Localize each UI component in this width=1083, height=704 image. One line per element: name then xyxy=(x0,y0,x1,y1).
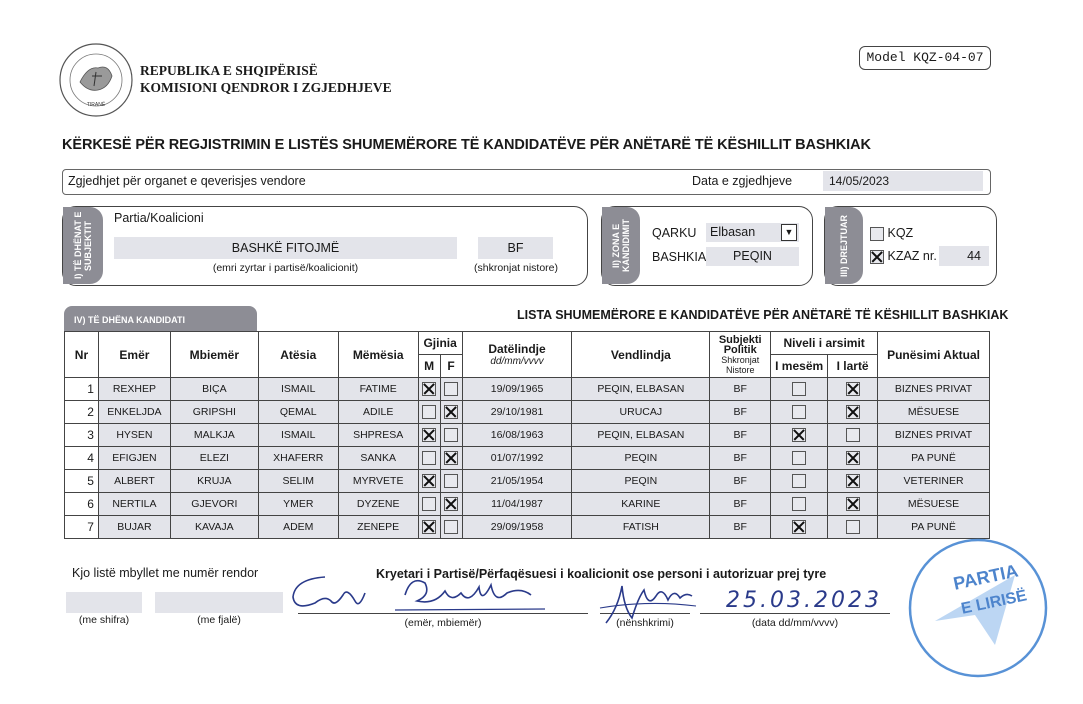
cell-vendlindja[interactable]: PEQIN xyxy=(572,470,710,493)
date-caption: (data dd/mm/vvvv) xyxy=(751,617,839,629)
cell-subjekti[interactable]: BF xyxy=(710,470,771,493)
party-abbr-field[interactable]: BF xyxy=(478,237,553,259)
cell-edu-mesem[interactable] xyxy=(771,493,828,516)
cell-datelindje[interactable]: 29/10/1981 xyxy=(462,401,572,424)
col-subjekti-label: Subjekti Politik xyxy=(718,333,762,356)
cell-atesia[interactable]: SELIM xyxy=(258,470,338,493)
col-niveli: Niveli i arsimit xyxy=(771,332,878,355)
qarku-value: Elbasan xyxy=(710,225,756,239)
party-stamp xyxy=(905,535,1051,681)
row-nr[interactable]: 2 xyxy=(65,401,99,424)
cell-edu-mesem[interactable] xyxy=(771,516,828,539)
cell-gender-f-checkbox[interactable] xyxy=(444,382,458,396)
row-nr[interactable]: 6 xyxy=(65,493,99,516)
cell-memesia[interactable]: ZENEPE xyxy=(338,516,418,539)
cell-memesia[interactable]: ADILE xyxy=(338,401,418,424)
row-nr[interactable]: 7 xyxy=(65,516,99,539)
col-mbiemer: Mbiemër xyxy=(170,332,258,378)
qarku-select[interactable] xyxy=(706,223,799,242)
cell-edu-larte[interactable] xyxy=(828,493,878,516)
election-type-label: Zgjedhjet për organet e qeverisjes vendore xyxy=(68,174,306,188)
cell-edu-mesem[interactable] xyxy=(771,447,828,470)
signature-caption: (nënshkrimi) xyxy=(616,617,674,629)
cell-edu-larte-checkbox[interactable] xyxy=(846,405,860,419)
cell-gender-f-checkbox[interactable] xyxy=(444,497,458,511)
cell-emer[interactable]: EFIGJEN xyxy=(98,447,170,470)
cell-memesia[interactable]: FATIME xyxy=(338,378,418,401)
row-nr[interactable]: 3 xyxy=(65,424,99,447)
closing-number-words[interactable] xyxy=(155,592,283,613)
cell-gender-f[interactable] xyxy=(440,401,462,424)
col-subjekti-sub: Shkronjat Nistore xyxy=(721,354,760,375)
kqz-seal-logo xyxy=(58,42,134,118)
table-row xyxy=(65,401,990,424)
row-nr[interactable]: 5 xyxy=(65,470,99,493)
cell-edu-larte[interactable] xyxy=(828,424,878,447)
table-row xyxy=(65,493,990,516)
cell-memesia[interactable]: SHPRESA xyxy=(338,424,418,447)
cell-datelindje[interactable]: 29/09/1958 xyxy=(462,516,572,539)
table-row xyxy=(65,447,990,470)
election-date-field[interactable]: 14/05/2023 xyxy=(823,171,983,191)
cell-edu-larte[interactable] xyxy=(828,516,878,539)
qarku-label: QARKU xyxy=(652,226,697,240)
cell-gender-m[interactable] xyxy=(418,378,440,401)
cell-gender-f-checkbox[interactable] xyxy=(444,474,458,488)
cell-emer[interactable]: REXHEP xyxy=(98,378,170,401)
name-caption: (emër, mbiemër) xyxy=(404,617,482,629)
digits-caption: (me shifra) xyxy=(78,614,130,626)
cell-edu-mesem-checkbox[interactable] xyxy=(792,497,806,511)
cell-edu-mesem-checkbox[interactable] xyxy=(792,474,806,488)
col-atesia: Atësia xyxy=(258,332,338,378)
cell-vendlindja[interactable]: PEQIN, ELBASAN xyxy=(572,378,710,401)
cell-mbiemer[interactable]: ELEZI xyxy=(170,447,258,470)
date-line xyxy=(700,613,890,614)
words-caption: (me fjalë) xyxy=(197,614,241,626)
cell-edu-mesem-checkbox[interactable] xyxy=(792,428,806,442)
cell-gender-f-checkbox[interactable] xyxy=(444,451,458,465)
commission-name: KOMISIONI QENDROR I ZGJEDHJEVE xyxy=(140,80,392,95)
candidates-table xyxy=(64,331,990,539)
col-niveli-mesem: I mesëm xyxy=(771,355,828,378)
chevron-down-icon[interactable]: ▼ xyxy=(781,224,797,241)
cell-gender-m[interactable] xyxy=(418,470,440,493)
col-datelindje xyxy=(462,332,572,378)
table-row xyxy=(65,378,990,401)
cell-subjekti[interactable]: BF xyxy=(710,493,771,516)
form-title: KËRKESË PËR REGJISTRIMIN E LISTËS SHUMEMËRORE TË KANDIDATËVE PËR ANËTARË TË KËSHILLIT BASHKIAK xyxy=(62,137,871,153)
kzaz-number-field[interactable]: 44 xyxy=(939,246,989,266)
closing-number-digits[interactable] xyxy=(66,592,142,613)
cell-vendlindja[interactable]: PEQIN xyxy=(572,447,710,470)
cell-atesia[interactable]: YMER xyxy=(258,493,338,516)
cell-datelindje[interactable]: 11/04/1987 xyxy=(462,493,572,516)
table-row xyxy=(65,470,990,493)
cell-punesimi[interactable]: BIZNES PRIVAT xyxy=(878,378,990,401)
cell-punesimi[interactable]: MËSUESE xyxy=(878,401,990,424)
cell-gender-f[interactable] xyxy=(440,516,462,539)
cell-gender-f-checkbox[interactable] xyxy=(444,428,458,442)
cell-gender-f[interactable] xyxy=(440,447,462,470)
cell-emer[interactable]: HYSEN xyxy=(98,424,170,447)
cell-punesimi[interactable]: BIZNES PRIVAT xyxy=(878,424,990,447)
col-punesimi: Punësimi Aktual xyxy=(878,332,990,378)
cell-gender-f[interactable] xyxy=(440,424,462,447)
svg-text:TIRANË: TIRANË xyxy=(86,102,106,108)
cell-gender-m-checkbox[interactable] xyxy=(422,382,436,396)
cell-vendlindja[interactable]: FATISH xyxy=(572,516,710,539)
directorate-section-label: III) DREJTUAR xyxy=(825,207,863,284)
cell-gender-m[interactable] xyxy=(418,447,440,470)
cell-emer[interactable]: BUJAR xyxy=(98,516,170,539)
cell-mbiemer[interactable]: GRIPSHI xyxy=(170,401,258,424)
cell-edu-larte-checkbox[interactable] xyxy=(846,497,860,511)
party-name-field[interactable]: BASHKË FITOJMË xyxy=(114,237,457,259)
cell-edu-mesem[interactable] xyxy=(771,401,828,424)
cell-punesimi[interactable]: PA PUNË xyxy=(878,516,990,539)
cell-gender-m-checkbox[interactable] xyxy=(422,428,436,442)
cell-emer[interactable]: ALBERT xyxy=(98,470,170,493)
cell-gender-f[interactable] xyxy=(440,493,462,516)
cell-memesia[interactable]: MYRVETE xyxy=(338,470,418,493)
cell-memesia[interactable]: DYZENE xyxy=(338,493,418,516)
party-label: Partia/Koalicioni xyxy=(114,211,204,225)
cell-edu-larte-checkbox[interactable] xyxy=(846,520,860,534)
cell-gender-m-checkbox[interactable] xyxy=(422,474,436,488)
cell-atesia[interactable]: QEMAL xyxy=(258,401,338,424)
cell-gender-f[interactable] xyxy=(440,378,462,401)
cell-gender-m-checkbox[interactable] xyxy=(422,520,436,534)
kqz-checkbox[interactable] xyxy=(870,227,884,241)
cell-gender-m[interactable] xyxy=(418,424,440,447)
cell-gender-m-checkbox[interactable] xyxy=(422,451,436,465)
cell-punesimi[interactable]: VETERINER xyxy=(878,470,990,493)
cell-edu-mesem-checkbox[interactable] xyxy=(792,520,806,534)
cell-gender-m-checkbox[interactable] xyxy=(422,405,436,419)
cell-datelindje[interactable]: 16/08/1963 xyxy=(462,424,572,447)
handwritten-name xyxy=(285,565,585,620)
row-nr[interactable]: 1 xyxy=(65,378,99,401)
republic-name: REPUBLIKA E SHQIPËRISË xyxy=(140,63,318,78)
col-nr: Nr xyxy=(65,332,99,378)
cell-edu-larte-checkbox[interactable] xyxy=(846,428,860,442)
kzaz-option[interactable] xyxy=(870,249,937,264)
cell-emer[interactable]: NERTILA xyxy=(98,493,170,516)
bashkia-field[interactable]: PEQIN xyxy=(706,247,799,266)
col-vendlindja: Vendlindja xyxy=(572,332,710,378)
cell-mbiemer[interactable]: BIÇA xyxy=(170,378,258,401)
cell-gender-m[interactable] xyxy=(418,493,440,516)
cell-subjekti[interactable]: BF xyxy=(710,447,771,470)
cell-edu-mesem[interactable] xyxy=(771,424,828,447)
signature-drawing xyxy=(598,578,698,628)
cell-gender-m[interactable] xyxy=(418,516,440,539)
cell-edu-mesem[interactable] xyxy=(771,378,828,401)
handwritten-date: 25.03.2023 xyxy=(726,588,882,613)
form-model-code: Model KQZ-04-07 xyxy=(859,46,991,70)
cell-gender-f-checkbox[interactable] xyxy=(444,405,458,419)
cell-memesia[interactable]: SANKA xyxy=(338,447,418,470)
cell-mbiemer[interactable]: KRUJA xyxy=(170,470,258,493)
row-nr[interactable]: 4 xyxy=(65,447,99,470)
col-gjinia-f: F xyxy=(440,355,462,378)
cell-edu-larte-checkbox[interactable] xyxy=(846,382,860,396)
cell-atesia[interactable]: ADEM xyxy=(258,516,338,539)
cell-edu-larte[interactable] xyxy=(828,378,878,401)
cell-gender-m-checkbox[interactable] xyxy=(422,497,436,511)
cell-edu-larte[interactable] xyxy=(828,401,878,424)
cell-edu-mesem[interactable] xyxy=(771,470,828,493)
cell-datelindje[interactable]: 01/07/1992 xyxy=(462,447,572,470)
candidates-section-tab: IV) TË DHËNA KANDIDATI xyxy=(64,306,257,331)
cell-atesia[interactable]: ISMAIL xyxy=(258,424,338,447)
col-datelindje-format: dd/mm/vvvv xyxy=(490,356,544,367)
bashkia-label: BASHKIA xyxy=(652,250,707,264)
cell-emer[interactable]: ENKELJDA xyxy=(98,401,170,424)
col-gjinia: Gjinia xyxy=(418,332,462,355)
cell-vendlindja[interactable]: PEQIN, ELBASAN xyxy=(572,424,710,447)
cell-edu-larte-checkbox[interactable] xyxy=(846,474,860,488)
cell-datelindje[interactable]: 21/05/1954 xyxy=(462,470,572,493)
cell-gender-f-checkbox[interactable] xyxy=(444,520,458,534)
cell-atesia[interactable]: XHAFERR xyxy=(258,447,338,470)
party-name-caption: (emri zyrtar i partisë/koalicionit) xyxy=(212,262,359,274)
col-niveli-larte: I lartë xyxy=(828,355,878,378)
table-row xyxy=(65,516,990,539)
cell-subjekti[interactable]: BF xyxy=(710,424,771,447)
cell-gender-f[interactable] xyxy=(440,470,462,493)
kzaz-checkbox[interactable] xyxy=(870,250,884,264)
cell-datelindje[interactable]: 19/09/1965 xyxy=(462,378,572,401)
zone-section-label: II) ZONA E KANDIDIMIT xyxy=(602,207,640,284)
cell-gender-m[interactable] xyxy=(418,401,440,424)
subject-section-label: I) TË DHËNAT E SUBJEKTIT xyxy=(63,207,103,284)
col-memesia: Mëmësia xyxy=(338,332,418,378)
cell-mbiemer[interactable]: KAVAJA xyxy=(170,516,258,539)
cell-punesimi[interactable]: PA PUNË xyxy=(878,447,990,470)
party-abbr-caption: (shkronjat nistore) xyxy=(473,262,559,274)
candidates-list-title: LISTA SHUMEMËRORE E KANDIDATËVE PËR ANËTARË TË KËSHILLIT BASHKIAK xyxy=(517,308,1009,322)
closing-label: Kjo listë mbyllet me numër rendor xyxy=(72,566,259,580)
cell-edu-mesem-checkbox[interactable] xyxy=(792,451,806,465)
cell-subjekti[interactable]: BF xyxy=(710,378,771,401)
cell-edu-mesem-checkbox[interactable] xyxy=(792,382,806,396)
cell-edu-larte[interactable] xyxy=(828,470,878,493)
cell-vendlindja[interactable]: URUCAJ xyxy=(572,401,710,424)
svg-text:E LIRISË: E LIRISË xyxy=(959,587,1029,618)
cell-atesia[interactable]: ISMAIL xyxy=(258,378,338,401)
cell-punesimi[interactable]: MËSUESE xyxy=(878,493,990,516)
kqz-option[interactable] xyxy=(870,226,913,241)
cell-subjekti[interactable]: BF xyxy=(710,516,771,539)
cell-mbiemer[interactable]: GJEVORI xyxy=(170,493,258,516)
col-emer: Emër xyxy=(98,332,170,378)
cell-edu-larte-checkbox[interactable] xyxy=(846,451,860,465)
col-subjekti xyxy=(710,332,771,378)
cell-vendlindja[interactable]: KARINE xyxy=(572,493,710,516)
cell-edu-mesem-checkbox[interactable] xyxy=(792,405,806,419)
svg-text:PARTIA: PARTIA xyxy=(951,560,1020,594)
kzaz-label: KZAZ nr. xyxy=(887,249,937,263)
col-datelindje-label: Datëlindje xyxy=(488,342,546,356)
cell-subjekti[interactable]: BF xyxy=(710,401,771,424)
col-gjinia-m: M xyxy=(418,355,440,378)
cell-edu-larte[interactable] xyxy=(828,447,878,470)
table-row xyxy=(65,424,990,447)
kqz-label: KQZ xyxy=(887,226,914,240)
cell-mbiemer[interactable]: MALKJA xyxy=(170,424,258,447)
signer-label: Kryetari i Partisë/Përfaqësuesi i koalicionit ose personi i autorizuar prej tyre xyxy=(376,567,827,581)
election-date-label: Data e zgjedhjeve xyxy=(692,174,793,188)
